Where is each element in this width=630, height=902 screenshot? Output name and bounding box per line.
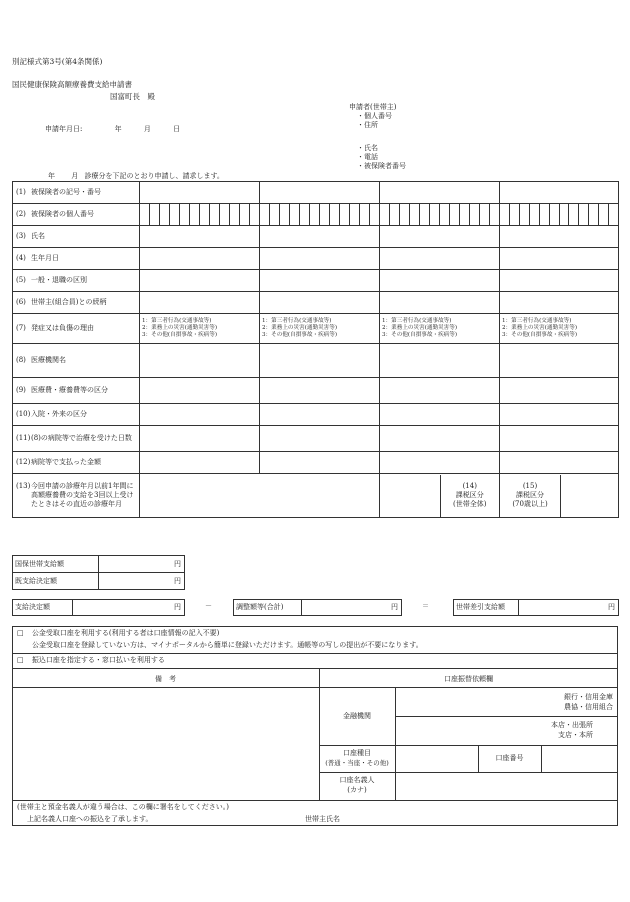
already-decided-field[interactable]: 円 bbox=[99, 573, 185, 590]
remarks-heading: 備 考 bbox=[155, 675, 176, 683]
table-row: (6) 世帯主(組合員)との続柄 bbox=[13, 292, 619, 314]
net-amount: 世帯差引支給額 円 bbox=[453, 599, 619, 616]
table-row: (10)入院・外来の区分 bbox=[13, 404, 619, 426]
table-row: (4) 生年月日 bbox=[13, 248, 619, 270]
bank-heading: 口座振替依頼欄 bbox=[444, 675, 493, 683]
decided-amount-field[interactable]: 円 bbox=[73, 600, 185, 616]
branch-type-1: 本店・出張所 bbox=[551, 721, 593, 729]
applicant-heading: 申請者(世帯主) bbox=[349, 103, 397, 111]
decided-amount: 支給決定額 円 bbox=[12, 599, 185, 616]
tax-category-70-label: (15) 課税区分 (70歳以上) bbox=[512, 482, 548, 508]
table-row: (7) 発症又は負傷の理由 1：第三者行為(交通事故等) 2：業務上の災害(通勤災害等) 3：その他(自損事故・疾病等) 1：第三者行為(交通事故等) 2：業務上の災害(通勤災害等) 3：その他(自損事故・疾病等) 1：第三者行為(交通事故等) 2：業務上の災害(通勤災害等) 3：その他(自損事故・疾病等) 1：第三者行為(交通事故等) 2：業務上の災害(通勤災害等) 3：その他(自損事故・疾病等) bbox=[13, 314, 619, 344]
table-row: (12)病院等で支払った金額 bbox=[13, 452, 619, 474]
tax-category-household-label: (14) 課税区分 (世帯全体) bbox=[440, 475, 500, 517]
account-number-field[interactable] bbox=[543, 748, 616, 770]
declaration: 年 月 診療分を下記のとおり申請し、請求します。 bbox=[48, 172, 224, 180]
institution-label: 金融機関 bbox=[343, 712, 371, 720]
table-row: (5) 一般・退職の区別 bbox=[13, 270, 619, 292]
recent-treatment-month[interactable] bbox=[140, 474, 380, 518]
holder-name-label: 口座名義人 bbox=[339, 776, 375, 784]
bank-type-1: 銀行・信用金庫 bbox=[564, 693, 613, 701]
individual-number-boxes[interactable] bbox=[500, 204, 619, 226]
reason-options[interactable]: 1：第三者行為(交通事故等) 2：業務上の災害(通勤災害等) 3：その他(自損事故・疾病等) bbox=[140, 314, 260, 344]
table-row: (13) 今回申請の診療年月以前1年間に高額療養費の支給を3回以上受けたときはその直近の診療年月 (14) 課税区分 (世帯全体) (15) 課税区分 (70歳以上) bbox=[13, 474, 619, 518]
addressee: 国富町長 殿 bbox=[110, 92, 155, 101]
table-row: (9) 医療費・療養費等の区分 bbox=[13, 378, 619, 404]
applicant-individual-number: ・個人番号 bbox=[357, 112, 392, 120]
form-number: 別記様式第3号(第4条関係) bbox=[12, 57, 103, 66]
reason-options[interactable]: 1：第三者行為(交通事故等) 2：業務上の災害(通勤災害等) 3：その他(自損事故・疾病等) bbox=[260, 314, 380, 344]
insured-symbol-cell[interactable] bbox=[140, 182, 260, 204]
holder-name-field[interactable] bbox=[398, 775, 616, 798]
applicant-insured-number: ・被保険者番号 bbox=[357, 162, 406, 170]
adjustment-amount: 調整額等(合計) 円 bbox=[233, 599, 402, 616]
individual-number-boxes[interactable] bbox=[140, 204, 260, 226]
individual-number-boxes[interactable] bbox=[260, 204, 380, 226]
branch-type-2: 支店・本所 bbox=[558, 731, 593, 739]
equals-sign: ＝ bbox=[422, 602, 429, 610]
signature-note: (世帯主と預金名義人が違う場合は、この欄に署名をしてください。) bbox=[17, 803, 229, 811]
adjustment-field[interactable]: 円 bbox=[302, 600, 402, 616]
table-row: (3) 氏名 bbox=[13, 226, 619, 248]
table-row bbox=[13, 182, 619, 204]
reason-options[interactable]: 1：第三者行為(交通事故等) 2：業務上の災害(通勤災害等) 3：その他(自損事故・疾病等) bbox=[500, 314, 619, 344]
bank-name-field[interactable] bbox=[398, 690, 518, 714]
table-row bbox=[13, 204, 619, 226]
public-account-note: 公金受取口座を登録していない方は、マイナポータルから簡単に登録いただけます。通帳等の写しの提出が不要になります。 bbox=[32, 641, 423, 649]
bank-type-2: 農協・信用組合 bbox=[564, 703, 613, 711]
household-totals: 国保世帯支給額 円 既支給決定額 円 bbox=[12, 555, 185, 590]
checkbox-icon: □ bbox=[17, 656, 24, 664]
branch-name-field[interactable] bbox=[398, 719, 518, 743]
reason-options[interactable]: 1：第三者行為(交通事故等) 2：業務上の災害(通勤災害等) 3：その他(自損事故・疾病等) bbox=[380, 314, 500, 344]
row-label: (1) 被保険者の記号・番号 bbox=[13, 182, 140, 204]
nhi-total-field[interactable]: 円 bbox=[99, 556, 185, 573]
applicant-name: ・氏名 bbox=[357, 144, 378, 152]
table-row: (8) 医療機関名 bbox=[13, 344, 619, 378]
account-type-label: 口座種目 bbox=[343, 749, 371, 757]
claim-table bbox=[12, 181, 619, 518]
account-type-options: (普通・当座・その他) bbox=[325, 759, 389, 767]
account-number-label: 口座番号 bbox=[495, 754, 524, 762]
form-title: 国民健康保険高額療養費支給申請書 bbox=[12, 80, 132, 89]
public-account-option[interactable]: □ 公金受取口座を利用する(利用する者は口座情報の記入不要) bbox=[17, 629, 220, 637]
householder-name-label: 世帯主氏名 bbox=[305, 815, 340, 823]
bank-transfer-option[interactable]: □ 振込口座を指定する・窓口払いを利用する bbox=[17, 656, 165, 664]
remarks-field[interactable] bbox=[12, 690, 317, 798]
net-amount-field[interactable]: 円 bbox=[519, 600, 619, 616]
individual-number-boxes[interactable] bbox=[380, 204, 500, 226]
checkbox-icon: □ bbox=[17, 629, 24, 637]
table-row: (11) (8)の病院等で治療を受けた日数 bbox=[13, 426, 619, 452]
minus-sign: － bbox=[205, 602, 212, 610]
row-label: (2) 被保険者の個人番号 bbox=[13, 204, 140, 226]
signature-consent: 上記名義人口座への振込を了承します。 bbox=[27, 815, 153, 823]
holder-kana-label: (カナ) bbox=[347, 786, 367, 794]
applicant-address: ・住所 bbox=[357, 121, 378, 129]
householder-name-field[interactable] bbox=[350, 812, 610, 824]
application-date: 申請年月日: 年 月 日 bbox=[45, 125, 181, 133]
account-type-field[interactable] bbox=[398, 748, 476, 770]
applicant-phone: ・電話 bbox=[357, 153, 378, 161]
